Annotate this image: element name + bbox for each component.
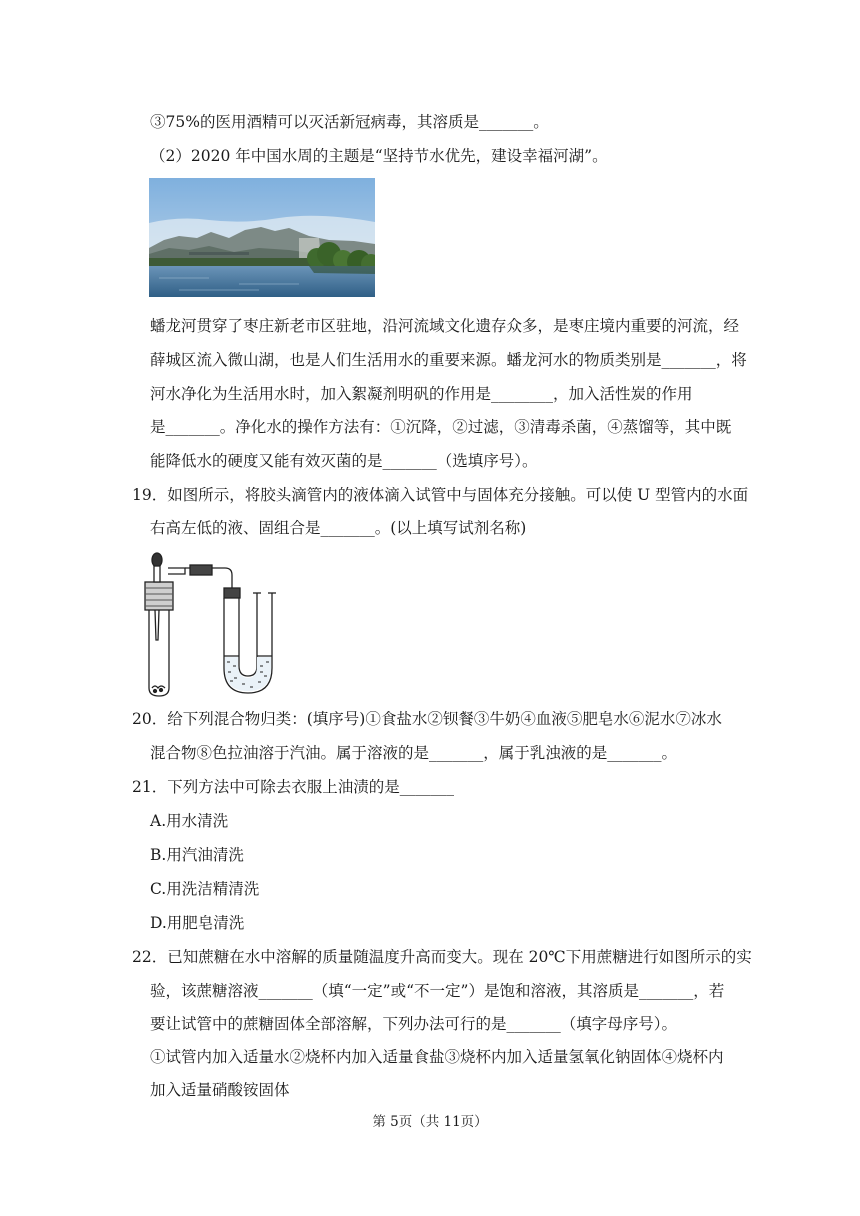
rubber-hose (190, 565, 212, 575)
q21-option-a: A.用水清洗 (150, 812, 229, 830)
dropper-tip (155, 610, 159, 640)
q18-paragraph-line: 蟠龙河贯穿了枣庄新老市区驻地，沿河流域文化遗存众多，是枣庄境内重要的河流，经 (150, 317, 740, 335)
q19-stem-line: 右高左低的液、固组合是_______。(以上填写试剂名称) (150, 519, 527, 537)
u-tube-stopper (224, 588, 240, 598)
river-landscape-photo (149, 178, 375, 297)
dropper-bulb (152, 553, 162, 567)
q21-option-b: B.用汽油清洗 (150, 846, 244, 864)
q18-item3: ③75%的医用酒精可以灭活新冠病毒，其溶质是_______。 (150, 113, 549, 131)
q18-paragraph-line: 薛城区流入微山湖，也是人们生活用水的重要来源。蟠龙河水的物质类别是_______，将 (150, 351, 747, 369)
q18-paragraph-line: 能降低水的硬度又能有效灭菌的是_______（选填序号）。 (150, 452, 538, 470)
q18-paragraph-line: 是_______。净化水的操作方法有：①沉降，②过滤，③清毒杀菌，④蒸馏等，其中既 (150, 418, 732, 436)
page-number-footer: 第 5页（共 11页） (372, 1114, 488, 1130)
q18-paragraph-line: 河水净化为生活用水时，加入絮凝剂明矾的作用是________，加入活性炭的作用 (150, 385, 693, 403)
q18-part2-heading: （2）2020 年中国水周的主题是“坚持节水优先，建设幸福河湖”。 (150, 147, 608, 165)
q21-stem: 21．下列方法中可除去衣服上油渍的是_______ (132, 778, 454, 796)
q21-option-c: C.用洗洁精清洗 (150, 880, 260, 898)
q20-stem-line: 混合物⑧色拉油溶于汽油。属于溶液的是_______，属于乳浊液的是_______。 (150, 744, 678, 762)
q22-choices-line: ①试管内加入适量水②烧杯内加入适量食盐③烧杯内加入适量氢氧化钠固体④烧杯内 (150, 1048, 724, 1066)
u-tube-apparatus-diagram (140, 548, 290, 700)
q21-option-d: D.用肥皂清洗 (150, 914, 245, 932)
q20-stem-line: 20．给下列混合物归类：(填序号)①食盐水②钡餐③牛奶④血液⑤肥皂水⑥泥水⑦冰水 (132, 710, 722, 728)
q19-stem-line: 19．如图所示，将胶头滴管内的液体滴入试管中与固体充分接触。可以使 U 型管内的水面 (132, 486, 749, 504)
q22-stem-line: 22．已知蔗糖在水中溶解的质量随温度升高而变大。现在 20℃下用蔗糖进行如图所示的实 (132, 948, 752, 966)
q22-stem-line: 要让试管中的蔗糖固体全部溶解，下列办法可行的是_______（填字母序号）。 (150, 1015, 678, 1033)
q22-choices-line: 加入适量硝酸铵固体 (150, 1081, 290, 1099)
q22-stem-line: 验，该蔗糖溶液_______（填“一定”或“不一定”）是饱和溶液，其溶质是_______，若 (150, 982, 725, 1000)
